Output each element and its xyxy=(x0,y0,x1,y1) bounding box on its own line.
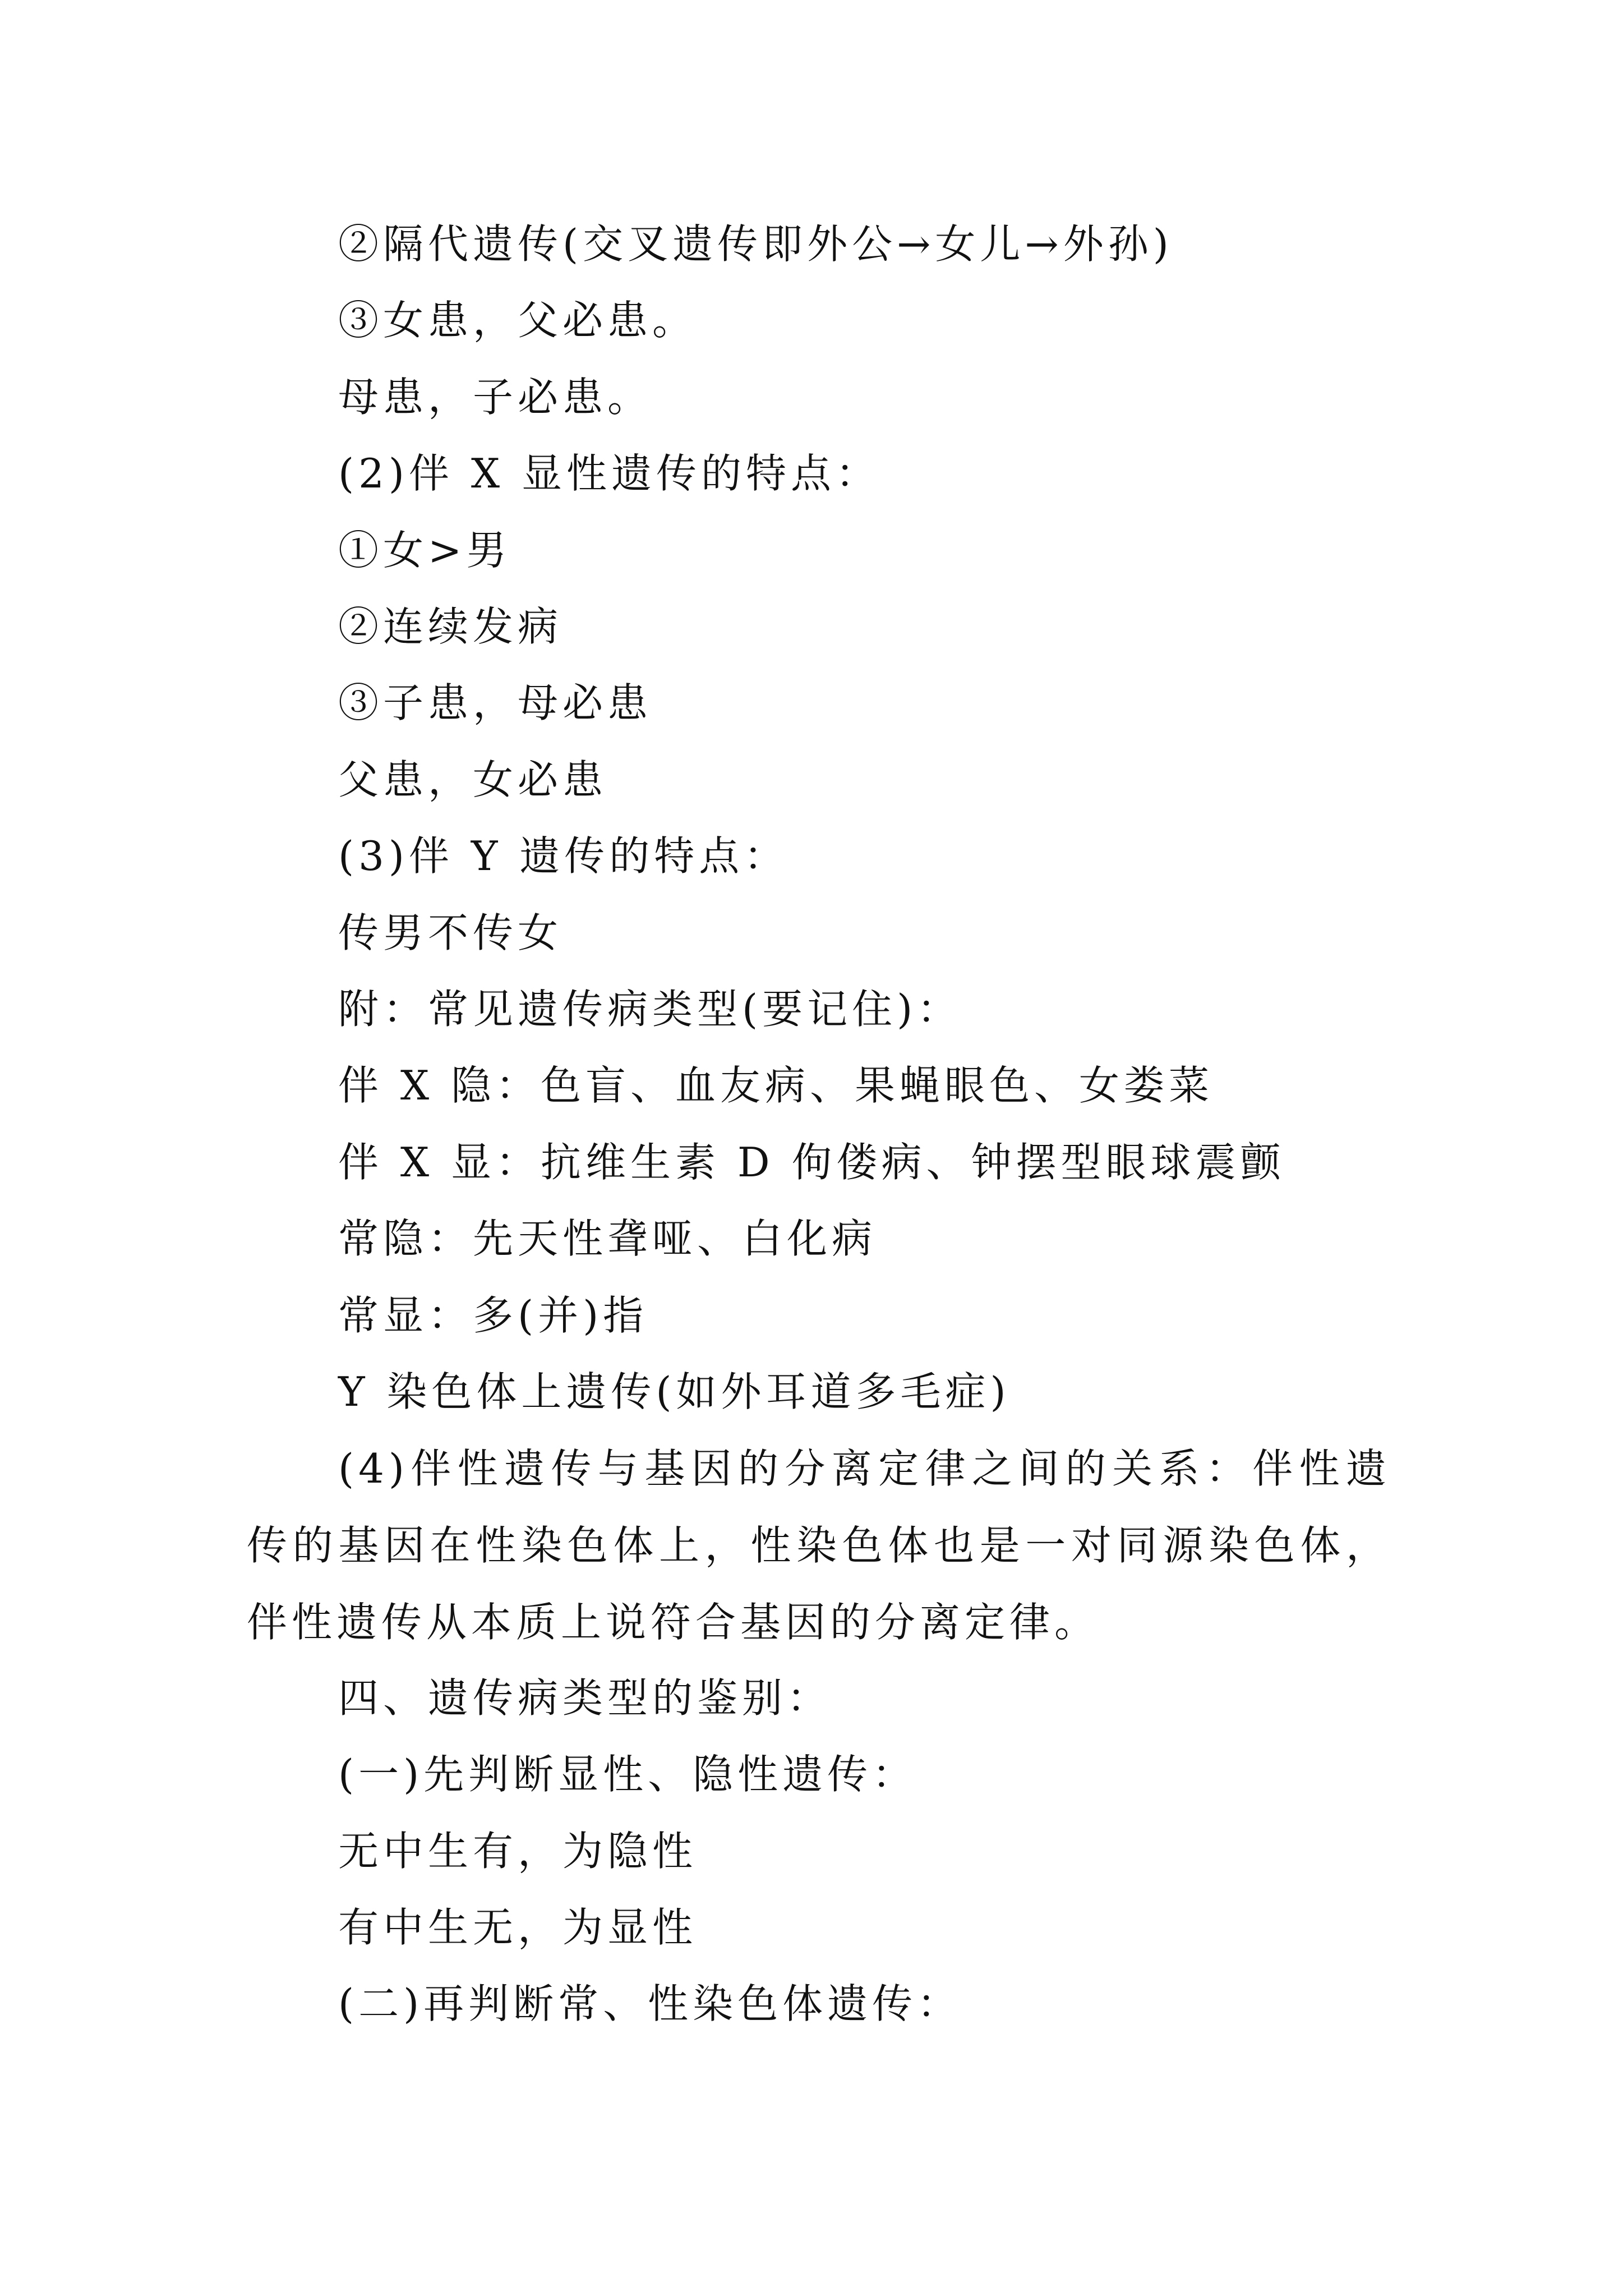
text-line: (3)伴 Y 遗传的特点： xyxy=(338,832,789,880)
text-line: 伴 X 显：抗维生素 D 佝偻病、钟摆型眼球震颤 xyxy=(338,1139,1285,1186)
text-line: 有中生无，为显性 xyxy=(338,1904,698,1951)
text-line: 伴 X 隐：色盲、血友病、果蝇眼色、女娄菜 xyxy=(338,1062,1214,1109)
text-line: 常显：多(并)指 xyxy=(338,1292,648,1339)
text-line: ②隔代遗传(交叉遗传即外公→女儿→外孙) xyxy=(338,220,1173,268)
text-line: ③子患，母必患 xyxy=(338,679,653,726)
text-line: 母患，子必患。 xyxy=(338,374,653,421)
text-line: 常隐：先天性聋哑、白化病 xyxy=(338,1215,877,1262)
body-paragraph: (4)伴性遗传与基因的分离定律之间的关系：伴性遗传的基因在性染色体上，性染色体也是一对同源染色体，伴性遗传从本质上说符合基因的分离定律。 xyxy=(247,1445,1391,1646)
text-line: ①女>男 xyxy=(338,527,511,574)
text-line: (一)先判断显性、隐性遗传： xyxy=(338,1751,917,1798)
text-line: ②连续发病 xyxy=(338,603,563,650)
section-heading: 四、遗传病类型的鉴别： xyxy=(338,1674,832,1722)
text-line: (二)再判断常、性染色体遗传： xyxy=(338,1980,962,2027)
text-line: 传男不传女 xyxy=(338,909,563,956)
text-line: 父患，女必患 xyxy=(338,756,608,803)
text-line: ③女患，父必患。 xyxy=(338,297,698,344)
text-line: 附：常见遗传病类型(要记住)： xyxy=(338,986,962,1033)
text-line: Y 染色体上遗传(如外耳道多毛症) xyxy=(338,1368,1011,1415)
text-line: (2)伴 X 显性遗传的特点： xyxy=(338,450,881,497)
text-line: 无中生有，为隐性 xyxy=(338,1828,698,1875)
